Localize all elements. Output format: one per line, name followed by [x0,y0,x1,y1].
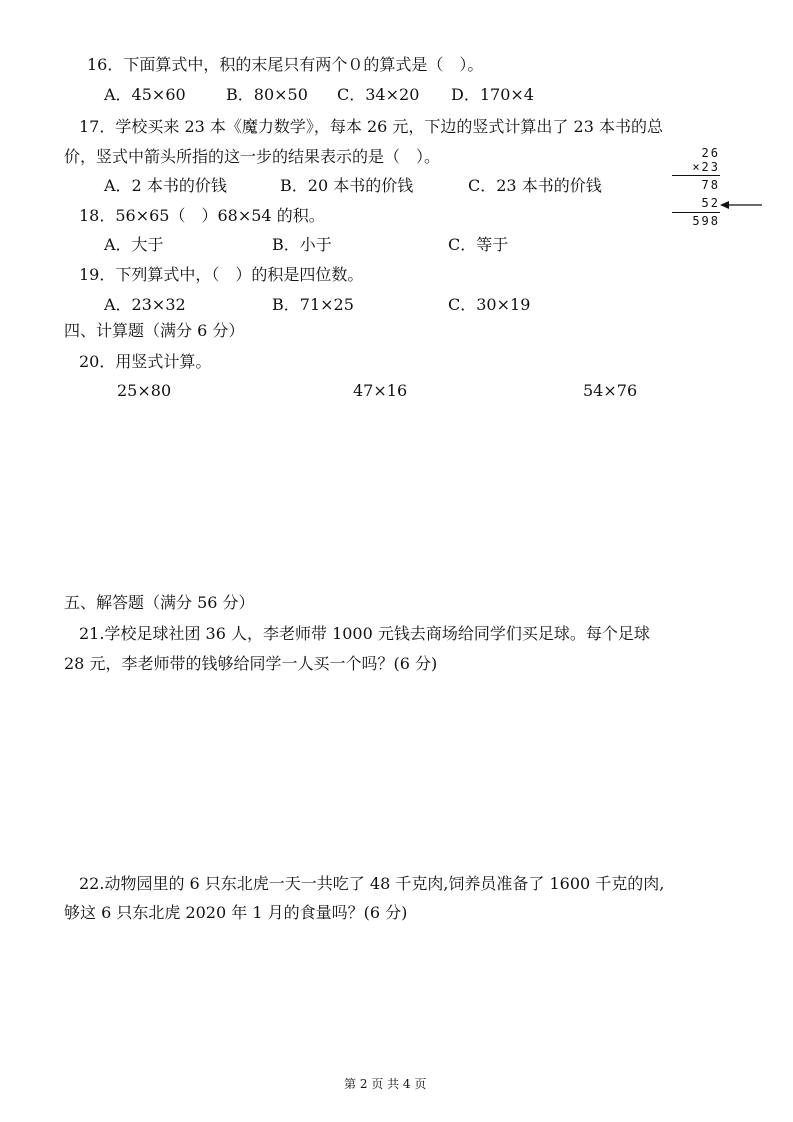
figure-rule-top [672,175,720,176]
page-number-footer: 第 2 页 共 4 页 [344,1077,427,1091]
q18-option-a: A．大于 [104,235,164,254]
q18-option-c: C．等于 [448,235,509,254]
q16-option-a: A．45×60 [104,85,186,104]
q21-line1: 21.学校足球社团 36 人，李老师带 1000 元钱去商场给同学们买足球。每个足球 [79,624,650,643]
q21-line2: 28 元，李老师带的钱够给同学一人买一个吗？(6 分) [64,654,438,673]
q20-problem-3: 54×76 [583,381,638,400]
figure-multiplicand: 26 [701,146,720,160]
q22-line2: 够这 6 只东北虎 2020 年 1 月的食量吗？(6 分) [64,903,408,922]
figure-partial1: 78 [701,178,720,192]
q18-stem: 18．56×65（ ）68×54 的积。 [79,206,325,225]
vertical-multiplication-figure [672,146,764,230]
q17-option-c: C．23 本书的价钱 [468,176,602,195]
q17-option-b: B．20 本书的价钱 [280,176,414,195]
q20-stem: 20．用竖式计算。 [79,352,212,371]
q16-option-c: C．34×20 [337,85,420,104]
q20-problem-2: 47×16 [353,381,408,400]
figure-product: 598 [692,214,720,228]
q16-option-b: B．80×50 [226,85,308,104]
q20-problem-1: 25×80 [117,381,172,400]
q16-option-d: D．170×4 [451,85,534,104]
figure-rule-bottom [672,212,720,213]
q19-option-a: A．23×32 [104,295,186,314]
q17-stem-line1: 17．学校买来 23 本《魔力数学》，每本 26 元，下边的竖式计算出了 23 本书的总 [79,117,663,136]
arrow-pointer-icon [720,200,762,210]
q17-option-a: A．2 本书的价钱 [104,176,227,195]
q19-option-b: B．71×25 [272,295,354,314]
q19-stem: 19．下列算式中，（ ）的积是四位数。 [79,265,364,284]
q17-stem-line2: 价，竖式中箭头所指的这一步的结果表示的是（ ）。 [64,147,441,166]
q19-option-c: C．30×19 [448,295,531,314]
section4-title: 四、计算题（满分 6 分） [64,321,245,340]
q18-option-b: B．小于 [272,235,332,254]
section5-title: 五、解答题（满分 56 分） [64,593,255,612]
q22-line1: 22.动物园里的 6 只东北虎一天一共吃了 48 千克肉,饲养员准备了 1600 千克的肉, [79,874,665,893]
figure-partial2: 52 [701,196,720,210]
figure-multiplier: ×23 [692,160,720,174]
q16-stem: 16．下面算式中，积的末尾只有两个０的算式是（ ）。 [87,55,484,74]
